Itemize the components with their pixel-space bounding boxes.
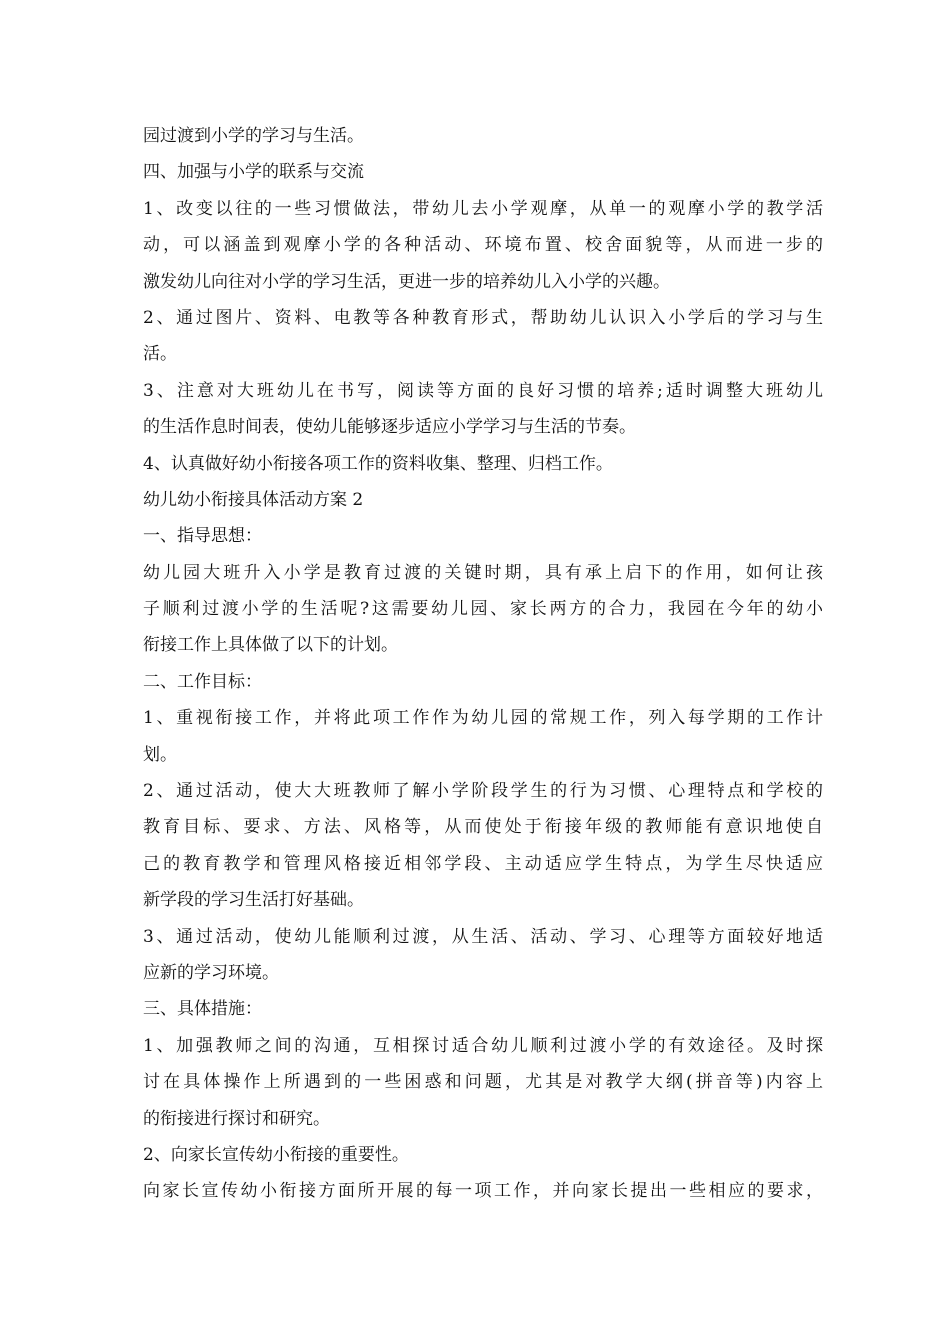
section-heading: 一、指导思想： xyxy=(143,526,262,547)
text-line: 新学段的学习生活打好基础。 xyxy=(143,890,364,911)
document-title: 幼儿幼小衔接具体活动方案 2 xyxy=(143,489,364,510)
text-line: 2、通过活动，使大大班教师了解小学阶段学生的行为习惯、心理特点和学校的 xyxy=(143,781,823,802)
text-line: 的衔接进行探讨和研究。 xyxy=(143,1108,330,1129)
text-line: 教育目标、要求、方法、风格等，从而使处于衔接年级的教师能有意识地使自 xyxy=(143,817,823,838)
text-line: 向家长宣传幼小衔接方面所开展的每一项工作，并向家长提出一些相应的要求， xyxy=(143,1181,823,1202)
text-line: 子顺利过渡小学的生活呢?这需要幼儿园、家长两方的合力，我园在今年的幼小 xyxy=(143,599,823,620)
text-line: 1、改变以往的一些习惯做法，带幼儿去小学观摩，从单一的观摩小学的教学活 xyxy=(143,198,823,219)
text-line: 2、向家长宣传幼小衔接的重要性。 xyxy=(143,1144,409,1165)
text-line: 应新的学习环境。 xyxy=(143,962,279,983)
text-line: 3、通过活动，使幼儿能顺利过渡，从生活、活动、学习、心理等方面较好地适 xyxy=(143,926,823,947)
text-line: 己的教育教学和管理风格接近相邻学段、主动适应学生特点，为学生尽快适应 xyxy=(143,853,823,874)
section-heading: 二、工作目标： xyxy=(143,671,262,692)
document-body xyxy=(143,118,823,1210)
text-line: 激发幼儿向往对小学的学习生活，更进一步的培养幼儿入小学的兴趣。 xyxy=(143,271,670,292)
text-line: 1、加强教师之间的沟通，互相探讨适合幼儿顺利过渡小学的有效途径。及时探 xyxy=(143,1035,823,1056)
text-line: 4、认真做好幼小衔接各项工作的资料收集、整理、归档工作。 xyxy=(143,453,613,474)
text-line: 衔接工作上具体做了以下的计划。 xyxy=(143,635,398,656)
text-line: 划。 xyxy=(143,744,177,765)
text-line: 2、通过图片、资料、电教等各种教育形式，帮助幼儿认识入小学后的学习与生 xyxy=(143,307,823,328)
text-line: 3、注意对大班幼儿在书写，阅读等方面的良好习惯的培养;适时调整大班幼儿 xyxy=(143,380,823,401)
section-heading: 三、具体措施： xyxy=(143,999,262,1020)
text-line: 动，可以涵盖到观摩小学的各种活动、环境布置、校舍面貌等，从而进一步的 xyxy=(143,235,823,256)
text-line: 的生活作息时间表，使幼儿能够逐步适应小学学习与生活的节奏。 xyxy=(143,417,636,438)
text-line: 讨在具体操作上所遇到的一些困惑和问题，尤其是对教学大纲(拼音等)内容上 xyxy=(143,1072,823,1093)
text-line: 幼儿园大班升入小学是教育过渡的关键时期，具有承上启下的作用，如何让孩 xyxy=(143,562,823,583)
section-heading: 四、加强与小学的联系与交流 xyxy=(143,162,364,183)
text-line: 1、重视衔接工作，并将此项工作作为幼儿园的常规工作，列入每学期的工作计 xyxy=(143,708,823,729)
text-line: 活。 xyxy=(143,344,177,365)
text-line: 园过渡到小学的学习与生活。 xyxy=(143,126,364,146)
